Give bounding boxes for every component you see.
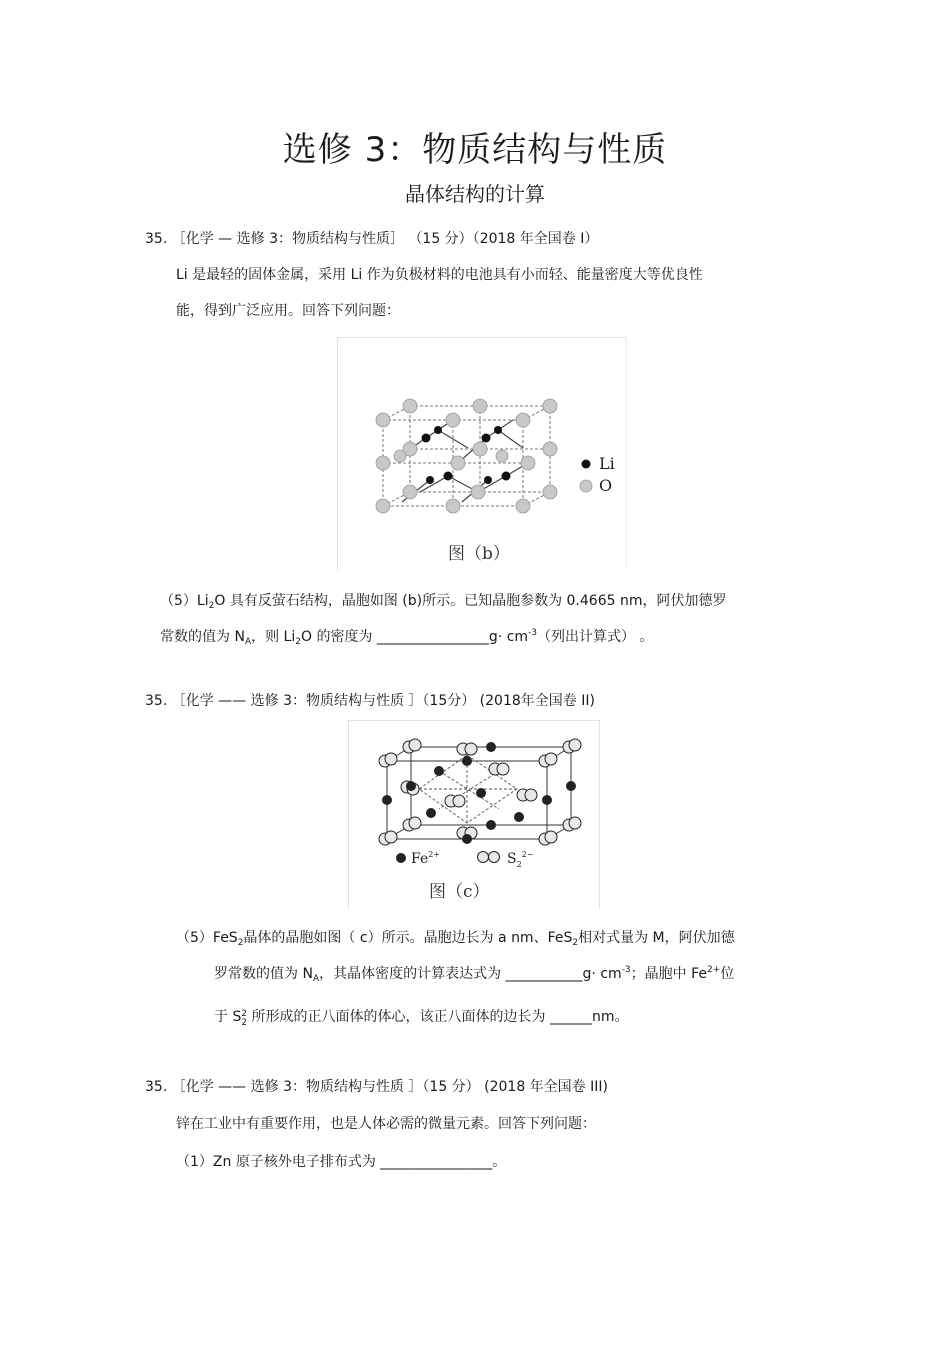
q2-part5-line1: （5）FeS$_2$晶体的晶胞如图（ c）所示。晶胞边长为 a nm、FeS$_2$相对式量为 M，阿伏加德 xyxy=(176,930,735,948)
legend-fe: $Fe^{2+}$ xyxy=(411,850,441,867)
q2-part5-line2: 罗常数的值为 $N_A$，其晶体密度的计算表达式为 ___________g· $cm^{-3}$；晶胞中 $Fe^{2+}$位 xyxy=(214,965,735,984)
figure-b-li2o-cell xyxy=(337,337,627,570)
legend-li: Li xyxy=(599,454,615,473)
legend-o: O xyxy=(599,476,613,495)
figure-b-caption: 图（b） xyxy=(448,544,510,564)
o-legend-icon xyxy=(580,480,592,492)
q1-part5-line1: $(5)Li_2O$ 具有反萤石结构，晶胞如图 (b)所示。已知晶胞参数为 0.4665 nm，阿伏加德罗 xyxy=(160,593,727,611)
figure-c-fes2-cell xyxy=(348,720,600,909)
q2-header: 35. ［化学 —— 选修 3：物质结构与性质 ］（15分） (2018年全国卷 II) xyxy=(145,693,595,709)
q3-header: 35. ［化学 —— 选修 3：物质结构与性质 ］（15 分） (2018 年全国卷 III) xyxy=(145,1079,608,1095)
q1-line2: 能，得到广泛应用。回答下列问题： xyxy=(176,303,400,319)
li-legend-icon xyxy=(582,460,591,469)
s2-legend-icon xyxy=(478,852,500,863)
q1-line1: Li 是最轻的固体金属，采用 Li 作为负极材料的电池具有小而轻、能量密度大等优良性 xyxy=(176,267,703,283)
fe-legend-icon xyxy=(396,853,406,863)
legend-s2: $S_2^{2-}$ xyxy=(507,850,534,869)
q3-line1: 锌在工业中有重要作用，也是人体必需的微量元素。回答下列问题： xyxy=(176,1116,596,1132)
q2-part5-line3: 于 S 2 2 所形成的正八面体的体心，该正八面体的边长为 ______nm。 xyxy=(214,1009,629,1028)
q1-header: 35. ［化学 — 选修 3：物质结构与性质］ （15 分）（2018 年全国卷 I） xyxy=(145,231,599,247)
page-title: 选修 3：物质结构与性质 xyxy=(282,130,668,170)
q3-line2: （1）Zn 原子核外电子排布式为 ________________。 xyxy=(176,1154,507,1170)
q1-part5-line2: 常数的值为 $N_A$，则 $Li_2O$ 的密度为 ________________g· $cm^{-3}$（列出计算式） 。 xyxy=(160,628,654,647)
page-subtitle: 晶体结构的计算 xyxy=(405,182,545,206)
figure-c-caption: 图（c） xyxy=(429,882,490,902)
